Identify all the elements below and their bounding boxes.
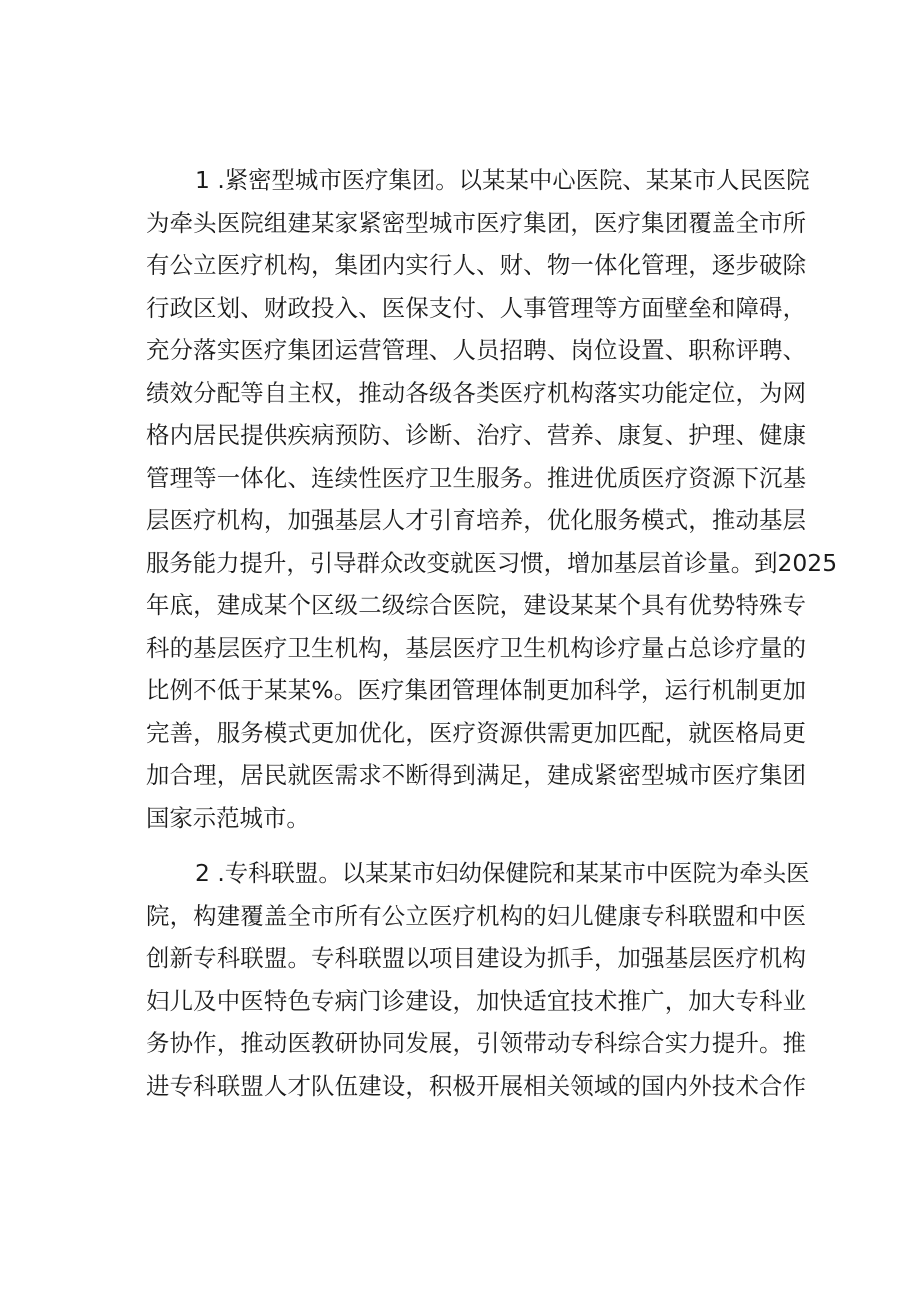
text-line: 科的基层医疗卫生机构，基层医疗卫生机构诊疗量占总诊疗量的 [146,633,806,662]
text-line: 管理等一体化、连续性医疗卫生服务。推进优质医疗资源下沉基 [146,463,806,492]
text-line: 完善，服务模式更加优化，医疗资源供需更加匹配，就医格局更 [146,718,806,747]
text-line: 比例不低于某某%。医疗集团管理体制更加科学，运行机制更加 [146,676,806,704]
text-line: 1 .紧密型城市医疗集团。以某某中心医院、某某市人民医院 [195,166,810,194]
text-line: 年底，建成某个区级二级综合医院，建设某某个具有优势特殊专 [146,591,806,619]
text-line: 格内居民提供疾病预防、诊断、治疗、营养、康复、护理、健康 [146,421,806,449]
text-line: 绩效分配等自主权，推动各级各类医疗机构落实功能定位，为网 [146,378,806,407]
text-line: 进专科联盟人才队伍建设，积极开展相关领域的国内外技术合作 [146,1071,806,1100]
text-line: 层医疗机构，加强基层人才引育培养，优化服务模式，推动基层 [146,506,806,534]
paragraph-urban-medical-group [146,159,838,839]
text-line: 服务能力提升，引导群众改变就医习惯，增加基层首诊量。到2025 [146,548,838,577]
text-line: 2 .专科联盟。以某某市妇幼保健院和某某市中医院为牵头医 [195,859,810,887]
text-line: 国家示范城市。 [146,803,310,832]
text-line: 务协作，推动医教研协同发展，引领带动专科综合实力提升。推 [146,1029,806,1057]
text-line: 为牵头医院组建某家紧密型城市医疗集团，医疗集团覆盖全市所 [146,208,806,237]
text-line: 加合理，居民就医需求不断得到满足，建成紧密型城市医疗集团 [146,761,806,789]
text-line: 妇儿及中医特色专病门诊建设，加快适宜技术推广，加大专科业 [146,986,806,1015]
text-line: 充分落实医疗集团运营管理、人员招聘、岗位设置、职称评聘、 [146,336,806,364]
text-line: 行政区划、财政投入、医保支付、人事管理等方面壁垒和障碍， [146,293,806,322]
text-line: 创新专科联盟。专科联盟以项目建设为抓手，加强基层医疗机构 [146,944,806,972]
text-line: 院，构建覆盖全市所有公立医疗机构的妇儿健康专科联盟和中医 [146,901,806,930]
paragraph-specialty-alliance [146,852,810,1107]
text-line: 有公立医疗机构，集团内实行人、财、物一体化管理，逐步破除 [146,251,806,279]
